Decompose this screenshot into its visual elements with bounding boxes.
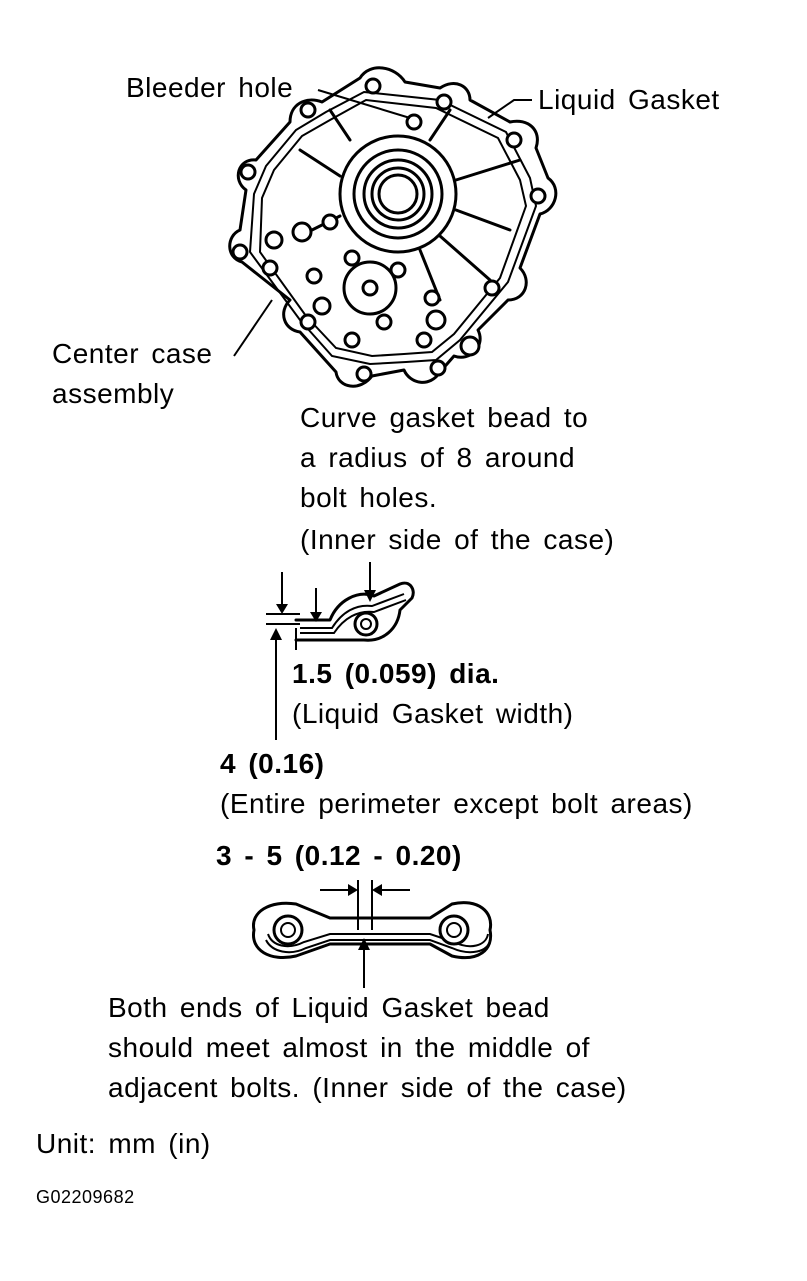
- overlap-range-value: 3 - 5 (0.12 - 0.20): [216, 840, 462, 871]
- bead-radius-note-line1: Curve gasket bead to: [300, 402, 589, 433]
- overlap-bead-left: [268, 934, 366, 946]
- bleeder-hole-label: Bleeder hole: [126, 72, 294, 103]
- offset-value: 4 (0.16): [220, 748, 325, 779]
- center-case-leader: [234, 300, 272, 356]
- bead-diameter-caption: (Liquid Gasket width): [292, 698, 574, 729]
- overlap-bead-right: [356, 934, 488, 946]
- detail-bolt-hole: [355, 613, 377, 635]
- center-case-label-line2: assembly: [52, 378, 175, 409]
- bead-radius-note-line2: a radius of 8 around: [300, 442, 576, 473]
- perimeter-bolts: [233, 79, 545, 381]
- bead-line-detail-2: [300, 600, 406, 633]
- bead-radius-note-line3: bolt holes.: [300, 482, 438, 513]
- bead-diameter-value: 1.5 (0.059) dia.: [292, 658, 500, 689]
- overlap-bead-right-2: [356, 940, 490, 952]
- offset-caption: (Entire perimeter except bolt areas): [220, 788, 693, 819]
- overlap-note-line1: Both ends of Liquid Gasket bead: [108, 992, 550, 1023]
- unit-label: Unit: mm (in): [36, 1128, 211, 1159]
- flange-outline: [296, 583, 413, 640]
- overlap-flange-outline: [253, 903, 490, 958]
- overlap-note-line3: adjacent bolts. (Inner side of the case): [108, 1072, 627, 1103]
- bead-radius-note-line4: (Inner side of the case): [300, 524, 615, 555]
- liquid-gasket-label: Liquid Gasket: [538, 84, 720, 115]
- liquid-gasket-leader: [488, 100, 532, 118]
- center-case-label-line1: Center case: [52, 338, 213, 369]
- central-bearing-boss: [340, 136, 456, 252]
- figure-id: G02209682: [36, 1187, 135, 1207]
- overlap-bead-left-2: [266, 940, 366, 952]
- detail-bolt-hole-inner: [361, 619, 371, 629]
- bead-line-detail: [300, 594, 404, 628]
- overlap-note-line2: should meet almost in the middle of: [108, 1032, 590, 1063]
